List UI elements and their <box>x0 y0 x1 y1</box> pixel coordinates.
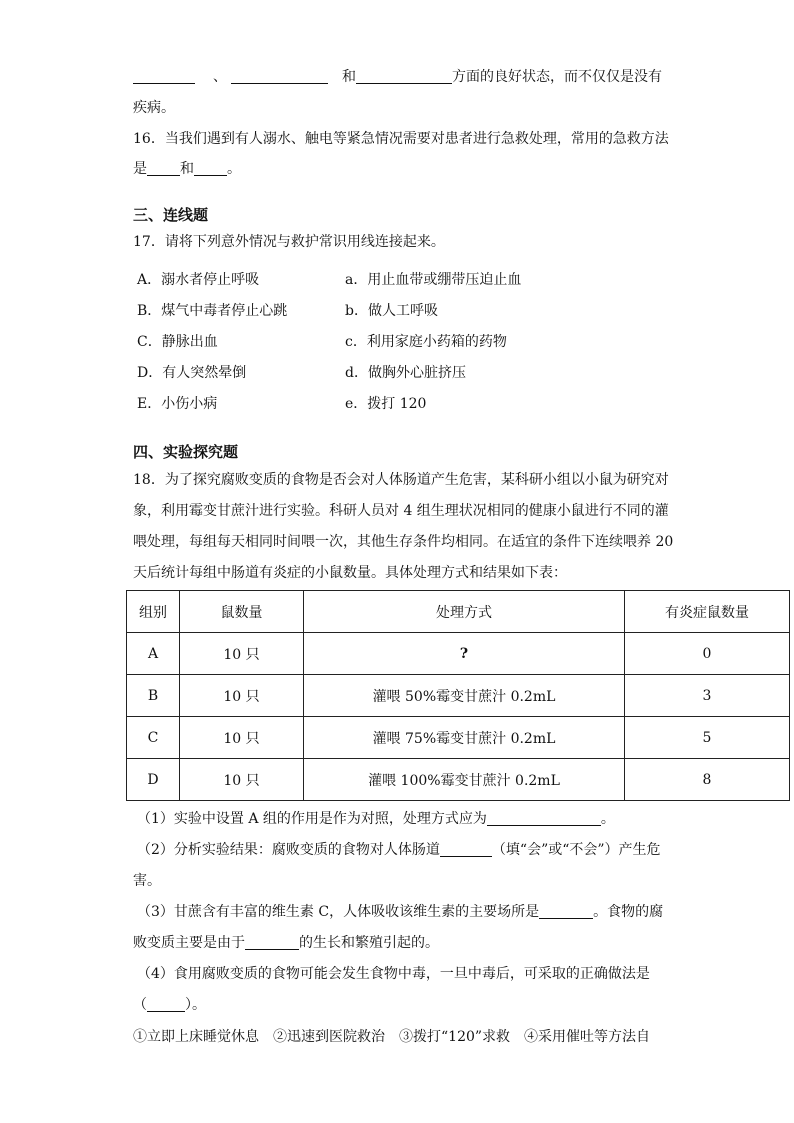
table-cell: D <box>127 759 180 801</box>
table-header-row <box>127 591 790 633</box>
table-cell: B <box>127 675 180 717</box>
q17-left-b: B．煤气中毒者停止心跳 <box>137 303 288 319</box>
q17-left-c: C．静脉出血 <box>137 334 218 350</box>
sub1-blank <box>487 810 601 826</box>
section-3-title: 三、连线题 <box>133 206 209 224</box>
q18-line4: 天后统计每组中肠道有炎症的小鼠数量。具体处理方式和结果如下表： <box>133 565 567 581</box>
q17-left-d: D．有人突然晕倒 <box>137 365 247 381</box>
table-header: 鼠数量 <box>180 591 304 633</box>
q18-sub3: （3）甘蔗含有丰富的维生素 C，人体吸收该维生素的主要场所是 。食物的腐 <box>137 904 664 920</box>
q18-sub2: （2）分析实验结果：腐败变质的食物对人体肠道 （填“会”或“不会”）产生危 <box>137 842 661 858</box>
q17-left-a: A．溺水者停止呼吸 <box>137 272 260 288</box>
q16-blank-1 <box>147 160 180 176</box>
q17-right-e: e．拨打 120 <box>345 396 427 412</box>
table-cell: C <box>127 717 180 759</box>
table-row <box>127 759 790 801</box>
table-cell: 3 <box>625 675 790 717</box>
table-cell: 10 只 <box>180 717 304 759</box>
sub3-blank-1 <box>539 903 593 919</box>
q17-right-a: a．用止血带或绷带压迫止血 <box>345 272 522 288</box>
table-cell: ? <box>304 633 625 675</box>
table-row <box>127 717 790 759</box>
q16-line1: 16．当我们遇到有人溺水、触电等紧急情况需要对患者进行急救处理，常用的急救方法 <box>133 131 669 147</box>
table-cell: 10 只 <box>180 675 304 717</box>
sub3-blank-2 <box>245 934 299 950</box>
q18-choices: ①立即上床睡觉休息 ②迅速到医院救治 ③拨打“120”求救 ④采用催吐等方法自 <box>133 1029 651 1045</box>
table-row <box>127 633 790 675</box>
q18-sub4-line2: （ ）。 <box>133 997 206 1013</box>
table-cell: 0 <box>625 633 790 675</box>
table-cell: 10 只 <box>180 759 304 801</box>
q18-sub4: （4）食用腐败变质的食物可能会发生食物中毒，一旦中毒后，可采取的正确做法是 <box>137 966 650 982</box>
table-cell: 灌喂 50%霉变甘蔗汁 0.2mL <box>304 675 625 717</box>
table-header: 有炎症鼠数量 <box>625 591 790 633</box>
q18-sub2-line2: 害。 <box>133 873 161 889</box>
sub2-blank <box>440 841 492 857</box>
q17-left-e: E．小伤小病 <box>137 396 218 412</box>
table-header: 处理方式 <box>304 591 625 633</box>
table-cell: 灌喂 75%霉变甘蔗汁 0.2mL <box>304 717 625 759</box>
q15-line2: 疾病。 <box>133 100 175 116</box>
section-4-title: 四、实验探究题 <box>133 443 239 461</box>
q17-right-c: c．利用家庭小药箱的药物 <box>345 334 507 350</box>
q15-blank-2 <box>231 68 328 84</box>
q18-line2: 象，利用霉变甘蔗汁进行实验。科研人员对 4 组生理状况相同的健康小鼠进行不同的灌 <box>133 503 669 519</box>
q17-text: 17．请将下列意外情况与救护常识用线连接起来。 <box>133 234 445 250</box>
q17-right-b: b．做人工呼吸 <box>345 303 438 319</box>
q18-line3: 喂处理，每组每天相同时间喂一次，其他生存条件均相同。在适宜的条件下连续喂养 20 <box>133 534 674 550</box>
table-header: 组别 <box>127 591 180 633</box>
q18-sub1: （1）实验中设置 A 组的作用是作为对照，处理方式应为 。 <box>137 811 615 827</box>
q15-blank-3 <box>356 68 452 84</box>
table-row <box>127 675 790 717</box>
table-cell: 5 <box>625 717 790 759</box>
table-cell: 8 <box>625 759 790 801</box>
q18-line1: 18．为了探究腐败变质的食物是否会对人体肠道产生危害，某科研小组以小鼠为研究对 <box>133 472 669 488</box>
table-cell: 10 只 <box>180 633 304 675</box>
q15-line1: 、 和 方面的良好状态，而不仅仅是没有 <box>133 67 662 87</box>
q17-right-d: d．做胸外心脏挤压 <box>345 365 466 381</box>
table-cell: A <box>127 633 180 675</box>
q16-line2: 是 和 。 <box>133 161 241 177</box>
q15-blank-1 <box>133 68 195 84</box>
results-table <box>126 590 790 801</box>
q18-sub3-line2: 败变质主要是由于 的生长和繁殖引起的。 <box>133 935 439 951</box>
q16-blank-2 <box>194 160 227 176</box>
sub4-blank <box>147 996 185 1012</box>
table-cell: 灌喂 100%霉变甘蔗汁 0.2mL <box>304 759 625 801</box>
